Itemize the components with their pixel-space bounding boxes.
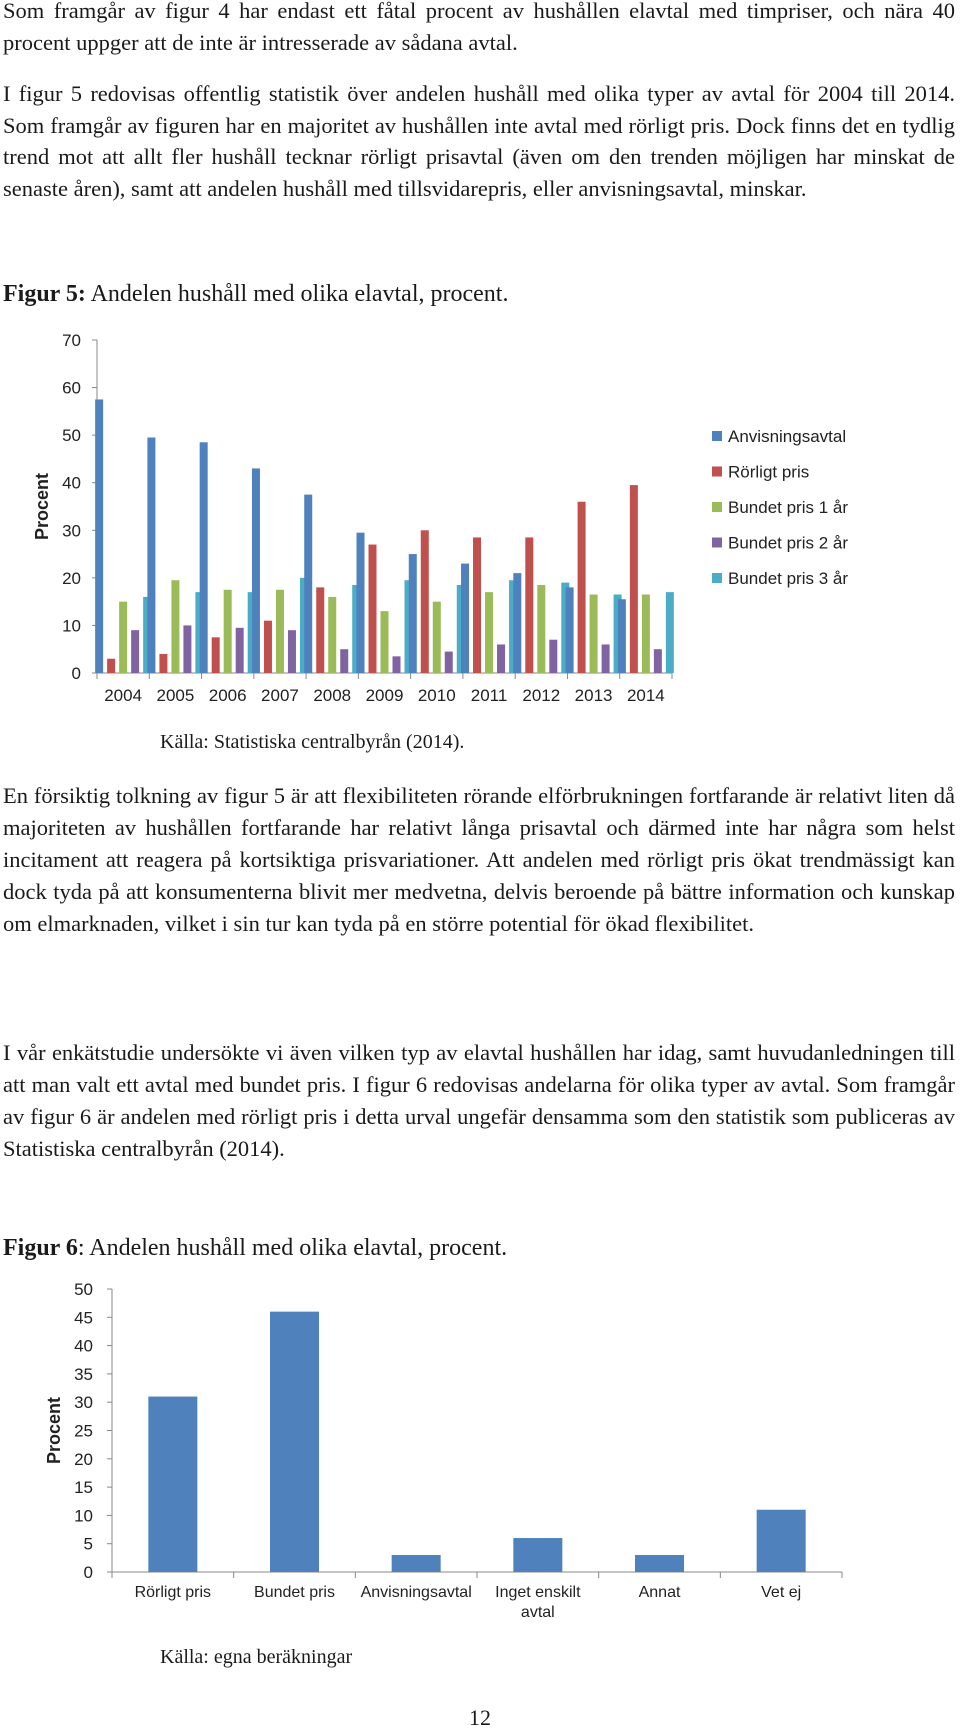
bar bbox=[578, 502, 586, 673]
x-tick-label: 2006 bbox=[208, 686, 247, 705]
bar bbox=[590, 595, 598, 673]
y-tick-label: 0 bbox=[83, 1563, 93, 1582]
legend-swatch bbox=[712, 431, 722, 441]
bar bbox=[369, 545, 377, 673]
bar bbox=[473, 537, 481, 673]
x-tick-label: 2007 bbox=[261, 686, 299, 705]
bar bbox=[119, 602, 127, 673]
paragraph-survey: I vår enkätstudie undersökte vi även vilken typ av elavtal hushållen har idag, samt huvudanledningen till att man valt ett avtal med bundet pris. I figur 6 redovisas andelarna för olika typer av avtal. Som framgår av figur 6 är andelen med rörligt pris i detta urval ungefär densamma som den statistik som publiceras av Statistiska centralbyrån (2014). bbox=[3, 1040, 955, 1161]
x-tick-label: 2010 bbox=[417, 686, 456, 705]
bar bbox=[566, 587, 574, 673]
bar bbox=[602, 644, 610, 673]
bar bbox=[340, 649, 348, 673]
bar bbox=[433, 602, 441, 673]
bar bbox=[276, 590, 284, 673]
x-tick-label: 2012 bbox=[522, 686, 561, 705]
y-tick-label: 50 bbox=[62, 426, 81, 446]
legend-swatch bbox=[712, 573, 722, 583]
x-tick-label: Rörligt pris bbox=[134, 1584, 212, 1601]
bar bbox=[635, 1555, 684, 1572]
figure5-label: Figur 5: bbox=[3, 281, 86, 307]
y-tick-label: 30 bbox=[62, 521, 81, 541]
y-tick-label: 10 bbox=[74, 1506, 93, 1526]
y-tick-label: 60 bbox=[62, 378, 81, 398]
bar bbox=[393, 656, 401, 673]
x-tick-label: Inget enskilt avtal bbox=[495, 1584, 581, 1621]
bar bbox=[654, 649, 662, 673]
y-axis-title: Procent bbox=[44, 1396, 64, 1465]
y-tick-label: 5 bbox=[83, 1534, 93, 1554]
figure6-caption-text: : Andelen hushåll med olika elavtal, procent. bbox=[77, 1235, 508, 1261]
bar bbox=[252, 468, 260, 673]
x-tick-label: 2008 bbox=[313, 686, 352, 705]
bar bbox=[131, 630, 139, 673]
y-tick-label: 40 bbox=[62, 473, 81, 493]
legend-label: Bundet pris 1 år bbox=[728, 498, 849, 517]
bar bbox=[171, 580, 179, 673]
bar bbox=[264, 621, 272, 673]
bar bbox=[392, 1555, 441, 1572]
bar bbox=[445, 652, 453, 673]
bar bbox=[288, 630, 296, 673]
y-tick-label: 35 bbox=[74, 1364, 93, 1384]
y-tick-label: 25 bbox=[74, 1421, 93, 1441]
x-tick-label: 2014 bbox=[626, 686, 665, 705]
bar bbox=[513, 1538, 562, 1572]
bar bbox=[757, 1510, 806, 1572]
x-tick-label: 2005 bbox=[156, 686, 195, 705]
y-tick-label: 40 bbox=[74, 1336, 93, 1356]
y-tick-label: 30 bbox=[74, 1393, 93, 1413]
bar bbox=[497, 644, 505, 673]
page-number: 12 bbox=[469, 1705, 491, 1730]
legend-label: Rörligt pris bbox=[728, 462, 810, 482]
bar bbox=[200, 442, 208, 673]
bar bbox=[485, 592, 493, 673]
bar bbox=[159, 654, 167, 673]
bar bbox=[304, 495, 312, 673]
legend-label: Bundet pris 3 år bbox=[728, 569, 849, 588]
bar bbox=[270, 1312, 319, 1572]
x-tick-label: Annat bbox=[638, 1584, 681, 1601]
x-tick-label: Anvisningsavtal bbox=[360, 1584, 472, 1601]
figure5-source: Källa: Statistiska centralbyrån (2014). bbox=[160, 731, 465, 753]
bar bbox=[642, 595, 650, 673]
y-tick-label: 15 bbox=[74, 1478, 93, 1498]
bar bbox=[183, 625, 191, 673]
y-tick-label: 45 bbox=[74, 1308, 93, 1328]
bar bbox=[212, 637, 220, 673]
bar bbox=[224, 590, 232, 673]
legend-swatch bbox=[712, 502, 722, 512]
bar bbox=[537, 585, 545, 673]
x-tick-label: Vet ej bbox=[761, 1584, 802, 1601]
legend-swatch bbox=[712, 467, 722, 477]
bar bbox=[381, 611, 389, 673]
bar bbox=[147, 438, 155, 673]
x-tick-label: 2009 bbox=[365, 686, 404, 705]
figure5-caption bbox=[3, 279, 508, 309]
bar bbox=[618, 599, 626, 673]
bar bbox=[316, 587, 324, 673]
bar bbox=[525, 537, 533, 673]
bar bbox=[236, 628, 244, 673]
bar bbox=[409, 554, 417, 673]
y-tick-label: 10 bbox=[62, 616, 81, 636]
bar bbox=[666, 592, 674, 673]
legend-label: Anvisningsavtal bbox=[728, 427, 847, 446]
paragraph-interpretation: En försiktig tolkning av figur 5 är att flexibiliteten rörande elförbrukningen fortfarande är relativt liten då majoriteten av hushållen fortfarande har relativt långa prisavtal och därmed inte har några som helst incitament att reagera på kortsiktiga prisvariationer. Att andelen med rörligt pris ökat trendmässigt kan dock tyda på att konsumenterna blivit mer medvetna, delvis beroende på bättre information och kunskap om elmarknaden, vilket i sin tur kan tyda på en större potential för ökad flexibilitet. bbox=[3, 783, 955, 936]
bar bbox=[461, 564, 469, 673]
y-tick-label: 20 bbox=[62, 568, 81, 588]
legend-swatch bbox=[712, 538, 722, 548]
bar bbox=[107, 659, 115, 673]
x-tick-label: 2004 bbox=[104, 686, 143, 705]
x-tick-label: 2013 bbox=[574, 686, 613, 705]
x-tick-label: 2011 bbox=[470, 686, 508, 705]
y-tick-label: 0 bbox=[71, 664, 81, 683]
figure5-chart bbox=[0, 320, 960, 720]
bar bbox=[513, 573, 521, 673]
x-tick-label: Bundet pris bbox=[254, 1584, 335, 1601]
legend-label: Bundet pris 2 år bbox=[728, 533, 849, 553]
y-tick-label: 50 bbox=[74, 1280, 93, 1299]
bar bbox=[421, 530, 429, 673]
bar bbox=[95, 399, 103, 673]
y-tick-label: 20 bbox=[74, 1449, 93, 1469]
y-axis-title: Procent bbox=[32, 472, 52, 541]
figure6-source: Källa: egna beräkningar bbox=[160, 1646, 353, 1668]
bar bbox=[148, 1397, 197, 1572]
bar bbox=[549, 640, 557, 673]
paragraph-figure5-intro: I figur 5 redovisas offentlig statistik över andelen hushåll med olika typer av avtal för 2004 till 2014. Som framgår av figuren har en majoritet av hushållen inte avtal med rörligt pris. Dock finns det en tydlig trend mot att allt fler hushåll tecknar rörligt prisavtal (även om den trenden möjligen har minskat de senaste åren), samt att andelen hushåll med tillsvidarepris, eller anvisningsavtal, minskar. bbox=[3, 81, 955, 201]
y-tick-label: 70 bbox=[62, 331, 81, 350]
bar bbox=[630, 485, 638, 673]
paragraph-intro: Som framgår av figur 4 har endast ett fåtal procent av hushållen elavtal med timpriser, och nära 40 procent uppger att de inte är intresserade av sådana avtal. bbox=[3, 0, 955, 55]
figure5-caption-text: Andelen hushåll med olika elavtal, procent. bbox=[90, 281, 509, 307]
figure6-caption bbox=[3, 1233, 507, 1263]
figure6-label: Figur 6 bbox=[3, 1235, 78, 1261]
bar bbox=[328, 597, 336, 673]
figure6-chart bbox=[0, 1275, 960, 1635]
bar bbox=[357, 533, 365, 673]
